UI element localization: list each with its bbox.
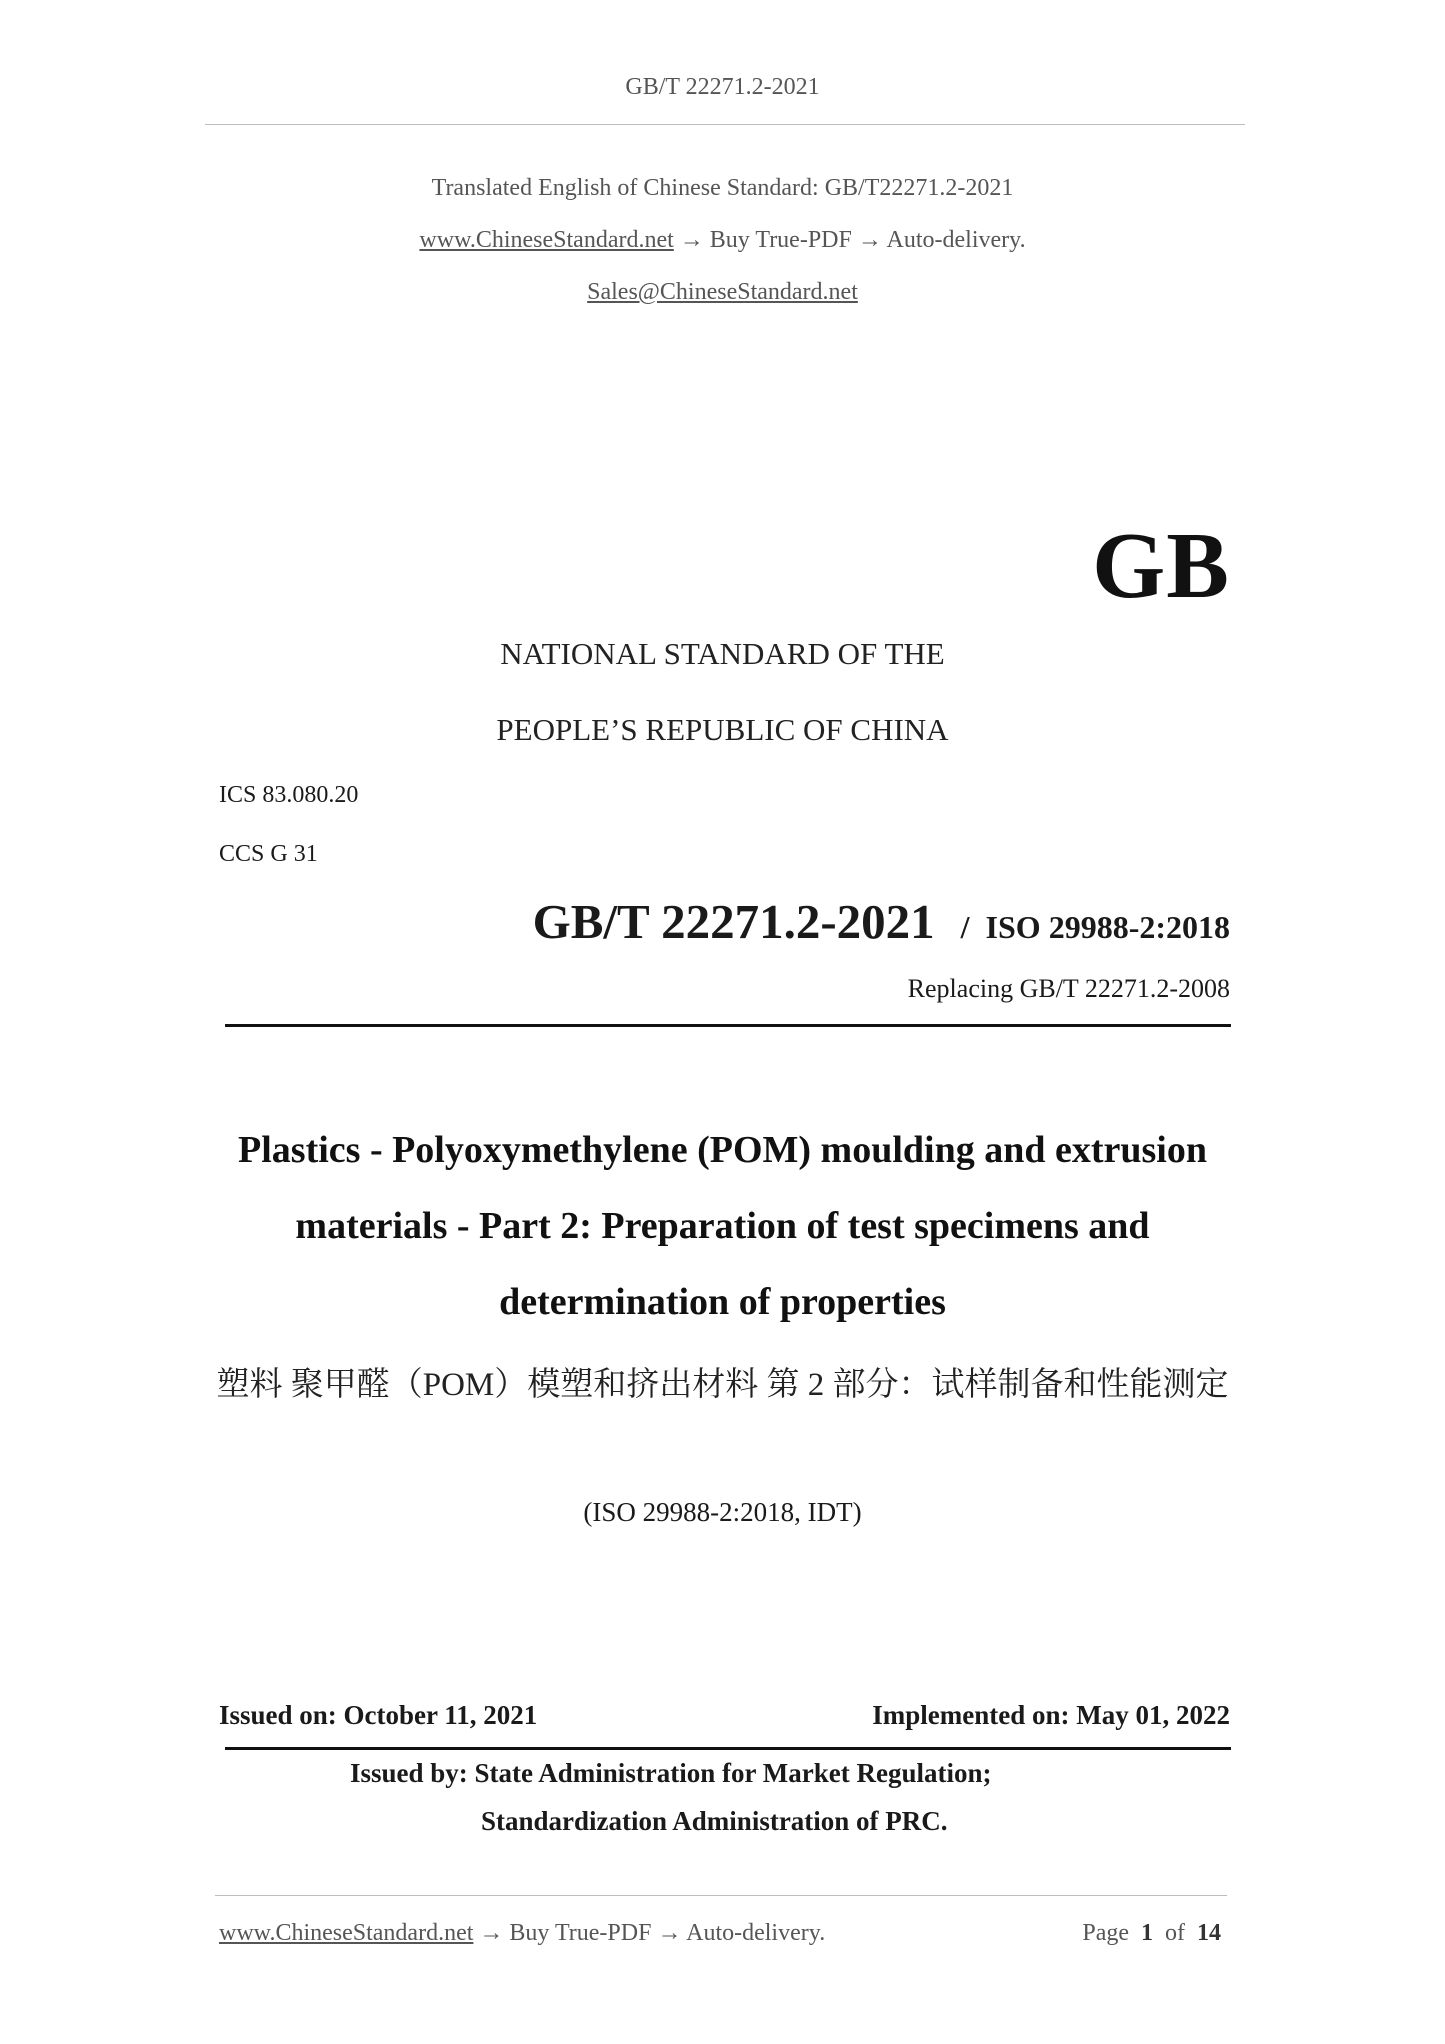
implemented-on-date: Implemented on: May 01, 2022: [872, 1700, 1230, 1730]
page-indicator: [1082, 1920, 1221, 1947]
email-link[interactable]: Sales@ChineseStandard.net: [587, 279, 858, 305]
standard-number-line: [533, 893, 1230, 950]
footer-promo: [219, 1920, 825, 1947]
replacing-standard: Replacing GB/T 22271.2-2008: [907, 974, 1230, 1003]
footer-divider: [215, 1895, 1227, 1896]
ccs-code: CCS G 31: [219, 841, 318, 867]
issued-by-line-1: Issued by: State Administration for Market Regulation;: [350, 1758, 992, 1788]
issued-by-line-2: Standardization Administration of PRC.: [481, 1806, 948, 1836]
national-standard-line-2: PEOPLE’S REPUBLIC OF CHINA: [496, 712, 949, 747]
national-standard-line-1: NATIONAL STANDARD OF THE: [500, 636, 945, 671]
footer-buy-text: → Buy True-PDF → Auto-delivery.: [473, 1920, 826, 1946]
idt-note: (ISO 29988-2:2018, IDT): [583, 1497, 862, 1527]
gb-logo: GB: [1092, 514, 1230, 618]
standard-number: GB/T 22271.2-2021: [532, 894, 935, 949]
page-label: Page: [1082, 1920, 1129, 1946]
site-link[interactable]: www.ChineseStandard.net: [419, 227, 674, 253]
issued-on-date: Issued on: October 11, 2021: [219, 1700, 538, 1730]
standard-separator: /: [960, 909, 970, 945]
promo-line-email: [0, 279, 1445, 306]
title-divider: [225, 1024, 1231, 1027]
page-total: 14: [1197, 1920, 1221, 1946]
issued-divider: [225, 1747, 1231, 1750]
ics-code: ICS 83.080.20: [219, 782, 359, 808]
footer-site-link[interactable]: www.ChineseStandard.net: [219, 1920, 474, 1946]
header-divider: [205, 124, 1245, 125]
page-of: of: [1165, 1920, 1185, 1946]
english-title: Plastics - Polyoxymethylene (POM) moulding and extrusion materials - Part 2: Preparation of test specimens and determination of properties: [238, 1129, 1207, 1323]
running-header: GB/T 22271.2-2021: [625, 74, 820, 100]
promo-line-buy: [0, 227, 1445, 254]
promo-buy-text: → Buy True-PDF → Auto-delivery.: [673, 227, 1026, 253]
iso-number: ISO 29988-2:2018: [985, 909, 1230, 945]
chinese-title: 塑料 聚甲醛（POM）模塑和挤出材料 第 2 部分：试样制备和性能测定: [216, 1367, 1229, 1403]
page-current: 1: [1141, 1920, 1153, 1946]
promo-line-translation: Translated English of Chinese Standard: GB/T22271.2-2021: [431, 175, 1014, 201]
